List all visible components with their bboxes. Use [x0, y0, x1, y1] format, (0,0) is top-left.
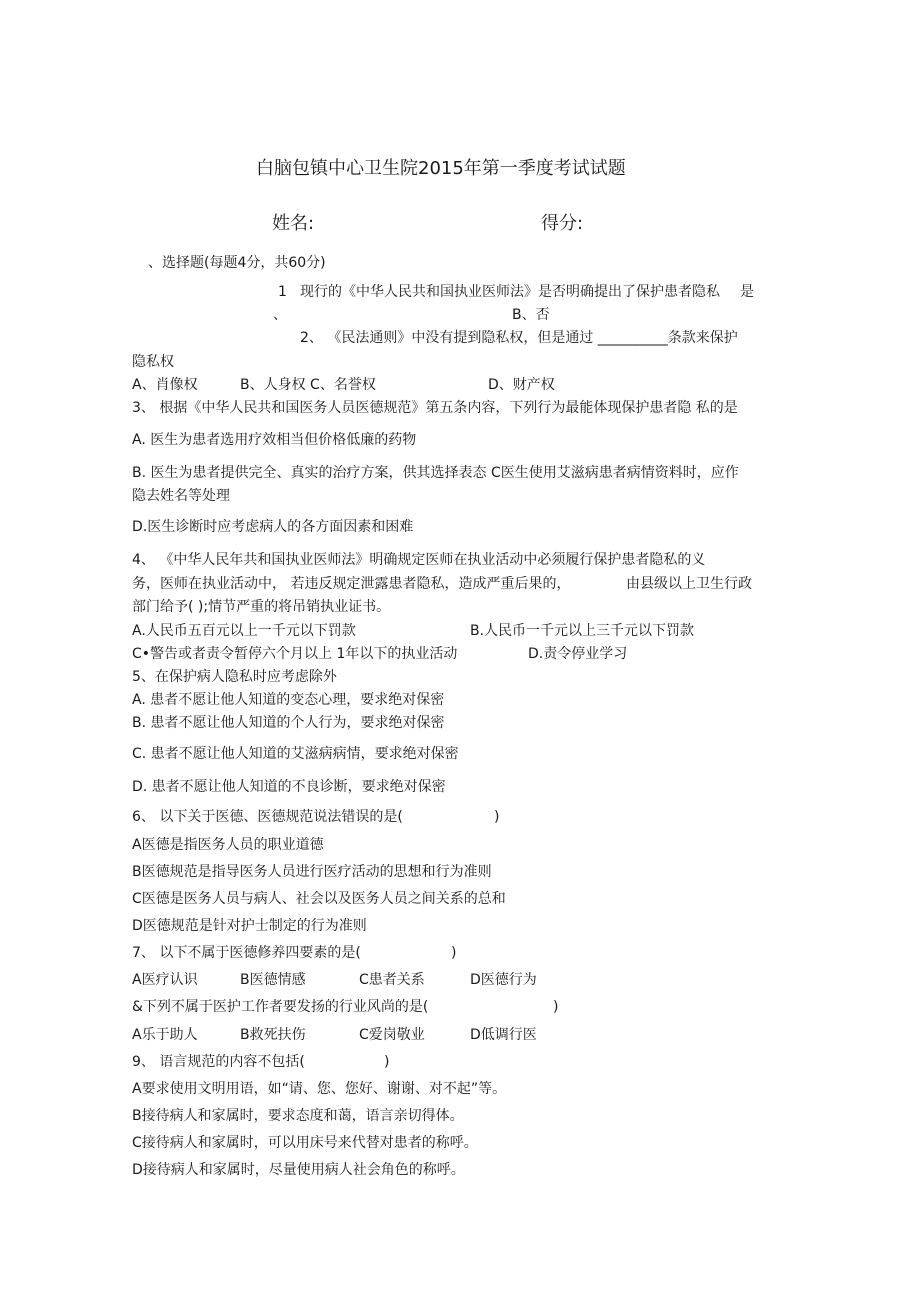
q5-text: 5、在保护病人隐私时应考虑除外 [132, 669, 337, 685]
q3-text: 3、 根据《中华人民共和国医务人员医德规范》第五条内容，下列行为最能体现保护患者隐 私的是 [132, 400, 738, 416]
q7-option-c: C患者关系 [359, 972, 425, 988]
q8-option-c: C爱岗敬业 [359, 1027, 425, 1043]
q7-close-paren: ) [451, 945, 457, 961]
q4-line1: 4、 《中华人民年共和国执业医师法》明确规定医师在执业活动中必须履行保护患者隐私的义 [132, 552, 706, 568]
q6-option-b: B医德规范是指导医务人员进行医疗活动的思想和行为准则 [132, 864, 492, 880]
q4-line3: 部门给予( );情节严重的将吊销执业证书。 [132, 599, 391, 615]
q8-option-d: D低调行医 [470, 1027, 537, 1043]
q4-option-d: D.责令停业学习 [528, 646, 628, 662]
q1-option-b: B、否 [512, 307, 550, 323]
q4-option-c: C•警告或者责令暂停六个月以上 1年以下的执业活动 [132, 646, 458, 662]
q4-line2a: 务，医师在执业活动中， 若违反规定泄露患者隐私，造成严重后果的， [132, 576, 571, 592]
q1-text: 现行的《中华人民共和国执业医师法》是否明确提出了保护患者隐私 [300, 284, 720, 300]
q4-option-a: A.人民币五百元以上一千元以下罚款 [132, 623, 356, 639]
q9-option-a: A要求使用文明用语，如“请、您、您好、谢谢、对不起”等。 [132, 1081, 507, 1097]
q2-option-a: A、肖像权 [132, 377, 198, 393]
q3-option-d: D.医生诊断时应考虑病人的各方面因素和困难 [132, 519, 414, 535]
q2-line2: 隐私权 [132, 354, 174, 370]
name-label: 姓名: [272, 213, 315, 234]
q4-line2b: 由县级以上卫生行政 [626, 576, 752, 592]
q9-close-paren: ) [384, 1054, 390, 1070]
q8-close-paren: ) [553, 999, 559, 1015]
q7-option-b: B医德情感 [240, 972, 306, 988]
q7-text: 7、 以下不属于医德修养四要素的是( [132, 945, 361, 961]
q5-option-a: A. 患者不愿让他人知道的变态心理，要求绝对保密 [132, 692, 445, 708]
q5-option-b: B. 患者不愿让他人知道的个人行为，要求绝对保密 [132, 715, 445, 731]
q6-option-c: C医德是医务人员与病人、社会以及医务人员之间关系的总和 [132, 891, 506, 907]
q1-dun-mark: 、 [273, 307, 287, 323]
q8-option-b: B救死扶伤 [240, 1027, 306, 1043]
q5-option-d: D. 患者不愿让他人知道的不良诊断，要求绝对保密 [132, 779, 446, 795]
q6-option-d: D医德规范是针对护士制定的行为准则 [132, 918, 367, 934]
q7-option-a: A医疗认识 [132, 972, 198, 988]
q3-option-bc-line1: B. 医生为患者提供完全、真实的治疗方案，供其选择表态 C医生使用艾滋病患者病情资料时，应作 [132, 465, 739, 481]
q9-option-c: C接待病人和家属时，可以用床号来代替对患者的称呼。 [132, 1135, 478, 1151]
q6-option-a: A医德是指医务人员的职业道德 [132, 837, 324, 853]
q1-option-a: 是 [740, 284, 754, 300]
q4-option-b: B.人民币一千元以上三千元以下罚款 [470, 623, 695, 639]
q8-option-a: A乐于助人 [132, 1027, 198, 1043]
q2-line1: 2、 《民法通则》中没有提到隐私权，但是通过 __________条款来保护 [300, 330, 738, 346]
score-label: 得分: [541, 213, 584, 234]
section-heading: 、选择题(每题4分，共60分) [148, 255, 326, 271]
q1-number: 1 [278, 284, 287, 300]
q5-option-c: C. 患者不愿让他人知道的艾滋病病情，要求绝对保密 [132, 746, 459, 762]
q8-text: &下列不属于医护工作者要发扬的行业风尚的是( [132, 999, 429, 1015]
q2-option-bc: B、人身权 C、名誉权 [240, 377, 376, 393]
q9-option-b: B接待病人和家属时，要求态度和蔼，语言亲切得体。 [132, 1108, 464, 1124]
q3-option-bc-line2: 隐去姓名等处理 [132, 488, 230, 504]
q2-option-d: D、财产权 [488, 377, 555, 393]
q3-option-a: A. 医生为患者选用疗效相当但价格低廉的药物 [132, 432, 417, 448]
exam-title: 白脑包镇中心卫生院2015年第一季度考试试题 [256, 158, 626, 179]
q7-option-d: D医德行为 [470, 972, 537, 988]
q9-text: 9、 语言规范的内容不包括( [132, 1054, 305, 1070]
q6-text: 6、 以下关于医德、医德规范说法错误的是( [132, 809, 403, 825]
q9-option-d: D接待病人和家属时，尽量使用病人社会角色的称呼。 [132, 1162, 465, 1178]
q6-close-paren: ) [494, 809, 500, 825]
